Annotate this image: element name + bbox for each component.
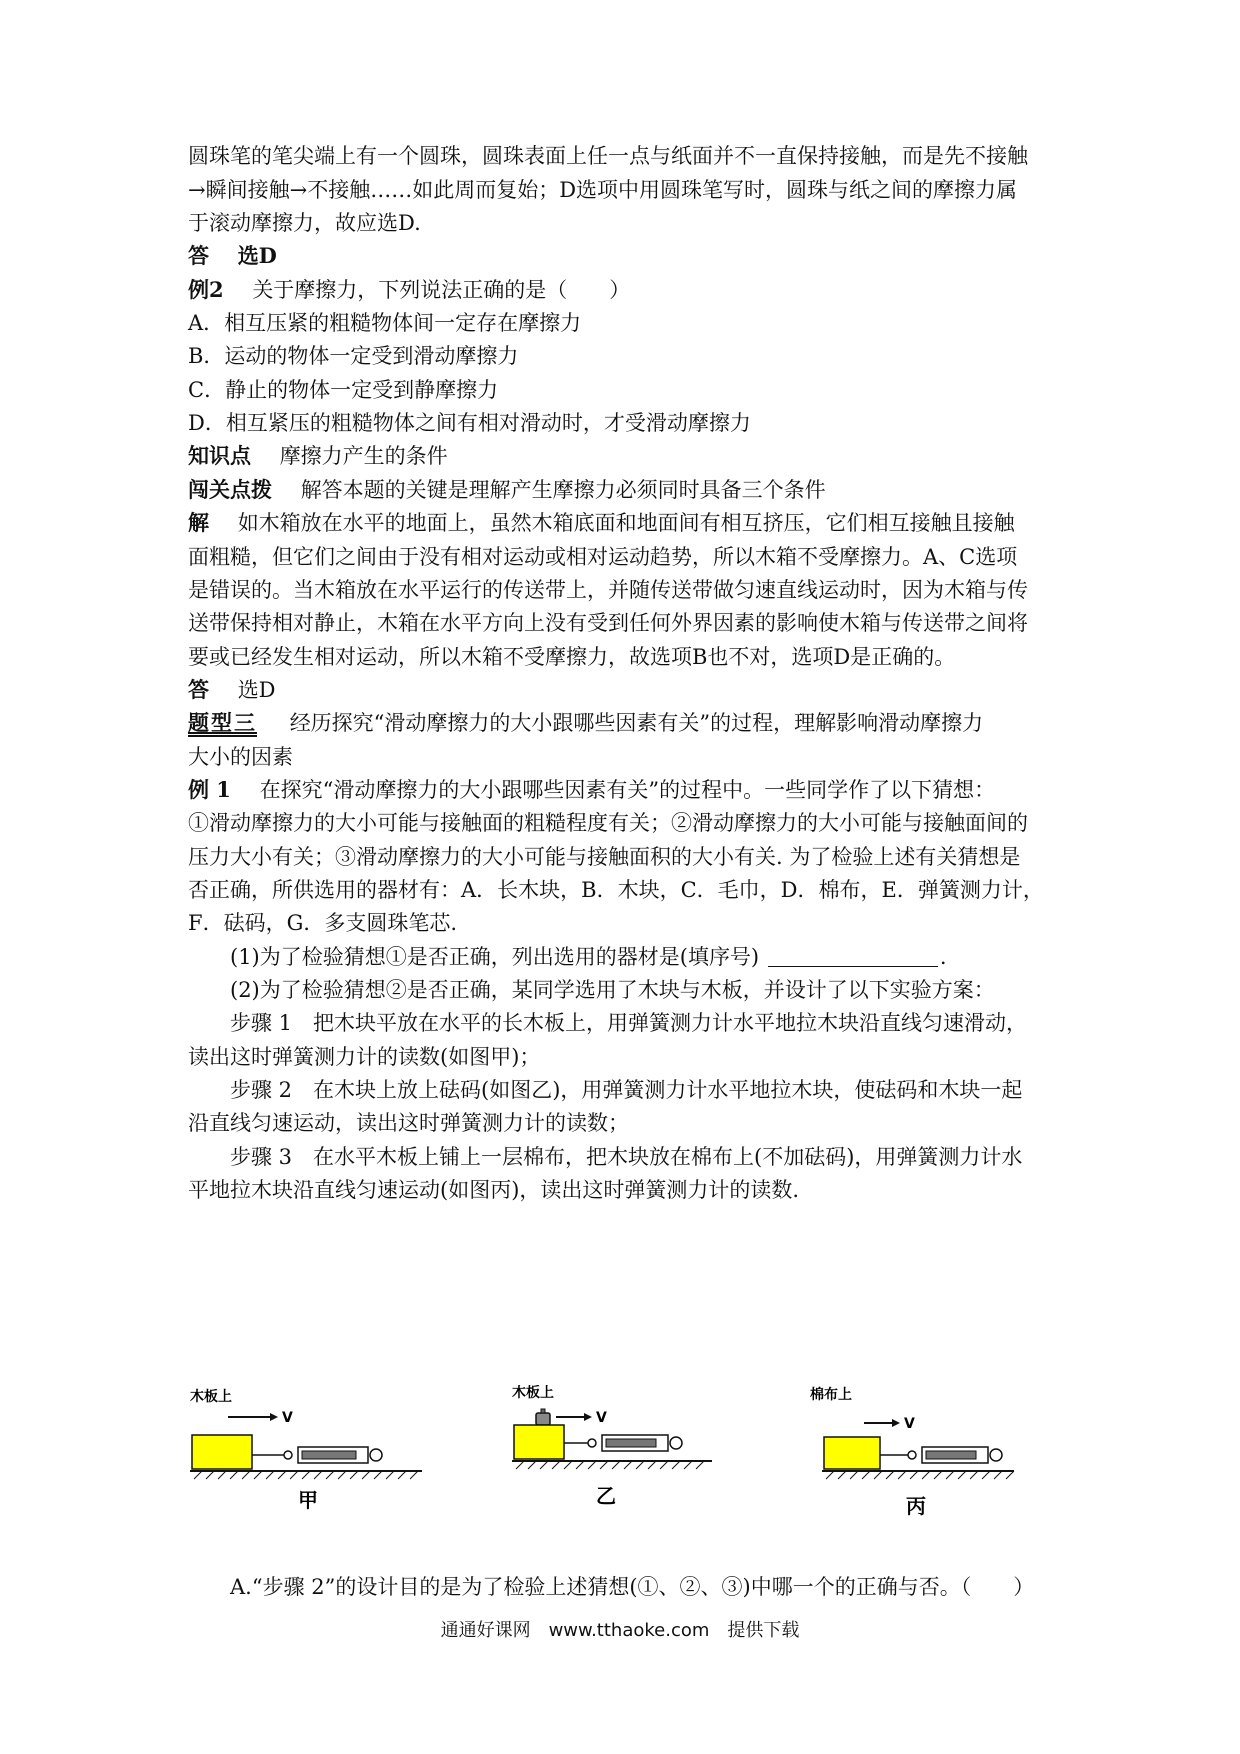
arrow-head-icon [892, 1419, 900, 1427]
wood-block [824, 1437, 880, 1469]
solution-text: 是错误的。当木箱放在水平运行的传送带上，并随传送带做匀速直线运动时，因为木箱与传 [188, 578, 1028, 602]
knowledge-tag: 知识点 [188, 443, 251, 468]
solution-tag: 解 [188, 510, 209, 535]
question-text: 压力大小有关；③滑动摩擦力的大小可能与接触面积的大小有关. 为了检验上述有关猜想是 [188, 845, 1021, 869]
hook-icon [908, 1451, 916, 1459]
example-tag: 例 1 [188, 777, 231, 802]
knowledge-text: 摩擦力产生的条件 [279, 444, 448, 468]
experiment-figures [190, 1385, 1060, 1525]
hatching [194, 1471, 418, 1479]
weight-handle [541, 1409, 545, 1413]
question-text: ①滑动摩擦力的大小可能与接触面的粗糙程度有关；②滑动摩擦力的大小可能与接触面间的 [188, 811, 1028, 835]
hook-icon [284, 1451, 292, 1459]
arrow-head-icon [270, 1413, 278, 1421]
question-text: 关于摩擦力，下列说法正确的是（ ） [252, 278, 631, 302]
ring-icon [990, 1449, 1002, 1461]
spring-scale-inner [606, 1439, 656, 1447]
answer-tag: 答 [188, 243, 209, 268]
step-3: 步骤 3 在水平木板上铺上一层棉布，把木块放在棉布上(不加砝码)，用弹簧测力计水 [230, 1145, 1023, 1169]
wood-block [514, 1425, 564, 1459]
answer-tag: 答 [188, 677, 209, 702]
option-c: C．静止的物体一定受到静摩擦力 [188, 378, 499, 402]
hint-line [188, 475, 1058, 505]
answer-line [188, 675, 1058, 705]
section-text: 大小的因素 [188, 745, 293, 769]
answer-text: 选D [237, 678, 276, 702]
wood-block [192, 1435, 252, 1469]
option-d: D．相互紧压的粗糙物体之间有相对滑动时，才受滑动摩擦力 [188, 411, 751, 435]
question-text: F．砝码，G．多支圆珠笔芯. [188, 911, 458, 935]
sub-question-2: (2)为了检验猜想②是否正确，某同学选用了木块与木板，并设计了以下实验方案： [230, 978, 995, 1002]
sub-question-1 [230, 942, 1100, 972]
page-footer: 通通好课网 www.tthaoke.com 提供下载 [440, 1620, 800, 1641]
hint-tag: 闯关点拨 [188, 477, 272, 502]
section-heading [188, 708, 1058, 738]
figure-bing [810, 1385, 1050, 1525]
step-1: 步骤 1 把木块平放在水平的长木板上，用弹簧测力计水平地拉木块沿直线匀速滑动， [230, 1011, 1028, 1035]
solution-text: 如木箱放在水平的地面上，虽然木箱底面和地面间有相互挤压，它们相互接触且接触 [237, 511, 1015, 535]
solution-text: 要或已经发生相对运动，所以木箱不受摩擦力，故选项B也不对，选项D是正确的。 [188, 645, 956, 669]
figure-caption: 乙 [596, 1484, 616, 1508]
surface-label: 木板上 [512, 1385, 554, 1401]
question-a: A.“步骤 2”的设计目的是为了检验上述猜想(①、②、③)中哪一个的正确与否。（ ） [230, 1575, 1035, 1599]
ring-icon [670, 1437, 682, 1449]
figure-caption: 甲 [298, 1488, 318, 1512]
figure-jia [190, 1385, 430, 1525]
hatching [826, 1471, 1014, 1479]
figure-yi [512, 1385, 752, 1525]
option-a: A．相互压紧的粗糙物体间一定存在摩擦力 [188, 311, 582, 335]
example-1-question [188, 775, 1058, 805]
velocity-label: V [596, 1410, 607, 1426]
option-b: B．运动的物体一定受到滑动摩擦力 [188, 344, 519, 368]
example-tag: 例2 [188, 277, 224, 302]
solution-text: 送带保持相对静止，木箱在水平方向上没有受到任何外界因素的影响使木箱与传送带之间将 [188, 611, 1028, 635]
step-2-cont: 沿直线匀速运动，读出这时弹簧测力计的读数； [188, 1111, 629, 1135]
sub-question-text: (1)为了检验猜想①是否正确，列出选用的器材是(填序号) [230, 945, 760, 969]
figure-caption: 丙 [906, 1494, 926, 1518]
knowledge-line [188, 441, 1058, 471]
answer-blank[interactable] [768, 944, 938, 967]
text-line: 圆珠笔的笔尖端上有一个圆珠，圆珠表面上任一点与纸面并不一直保持接触，而是先不接触 [188, 144, 1028, 168]
answer-line [188, 241, 1058, 271]
arrow-head-icon [584, 1413, 592, 1421]
text-line: 于滚动摩擦力，故应选D. [188, 211, 421, 235]
step-3-cont: 平地拉木块沿直线匀速运动(如图丙)，读出这时弹簧测力计的读数. [188, 1178, 800, 1202]
solution-text: 面粗糙，但它们之间由于没有相对运动或相对运动趋势，所以木箱不受摩擦力。A、C选项 [188, 545, 1018, 569]
velocity-label: V [282, 1410, 293, 1426]
hint-text: 解答本题的关键是理解产生摩擦力必须同时具备三个条件 [300, 478, 826, 502]
question-text: 否正确，所供选用的器材有：A．长木块，B．木块，C．毛巾，D．棉布，E．弹簧测力计， [188, 878, 1044, 902]
solution-line [188, 508, 1058, 538]
spring-scale-inner [926, 1451, 976, 1459]
velocity-label: V [904, 1416, 915, 1432]
answer-text: 选D [237, 243, 277, 268]
weight-icon [536, 1413, 550, 1425]
punctuation: . [939, 945, 947, 969]
example-2-question [188, 275, 1058, 305]
step-2: 步骤 2 在木块上放上砝码(如图乙)，用弹簧测力计水平地拉木块，使砝码和木块一起 [230, 1078, 1023, 1102]
question-text: 在探究“滑动摩擦力的大小跟哪些因素有关”的过程中。一些同学作了以下猜想： [259, 778, 996, 802]
hook-icon [588, 1439, 596, 1447]
surface-label: 木板上 [190, 1389, 232, 1405]
section-tag: 题型三 [188, 710, 257, 735]
spring-scale-inner [302, 1451, 356, 1459]
section-text: 经历探究“滑动摩擦力的大小跟哪些因素有关”的过程，理解影响滑动摩擦力 [289, 711, 984, 735]
hatching [516, 1461, 704, 1469]
ring-icon [370, 1449, 382, 1461]
text-line: →瞬间接触→不接触……如此周而复始；D选项中用圆珠笔写时，圆珠与纸之间的摩擦力属 [188, 178, 1018, 202]
step-1-cont: 读出这时弹簧测力计的读数(如图甲)； [188, 1045, 541, 1069]
surface-label: 棉布上 [810, 1387, 852, 1403]
